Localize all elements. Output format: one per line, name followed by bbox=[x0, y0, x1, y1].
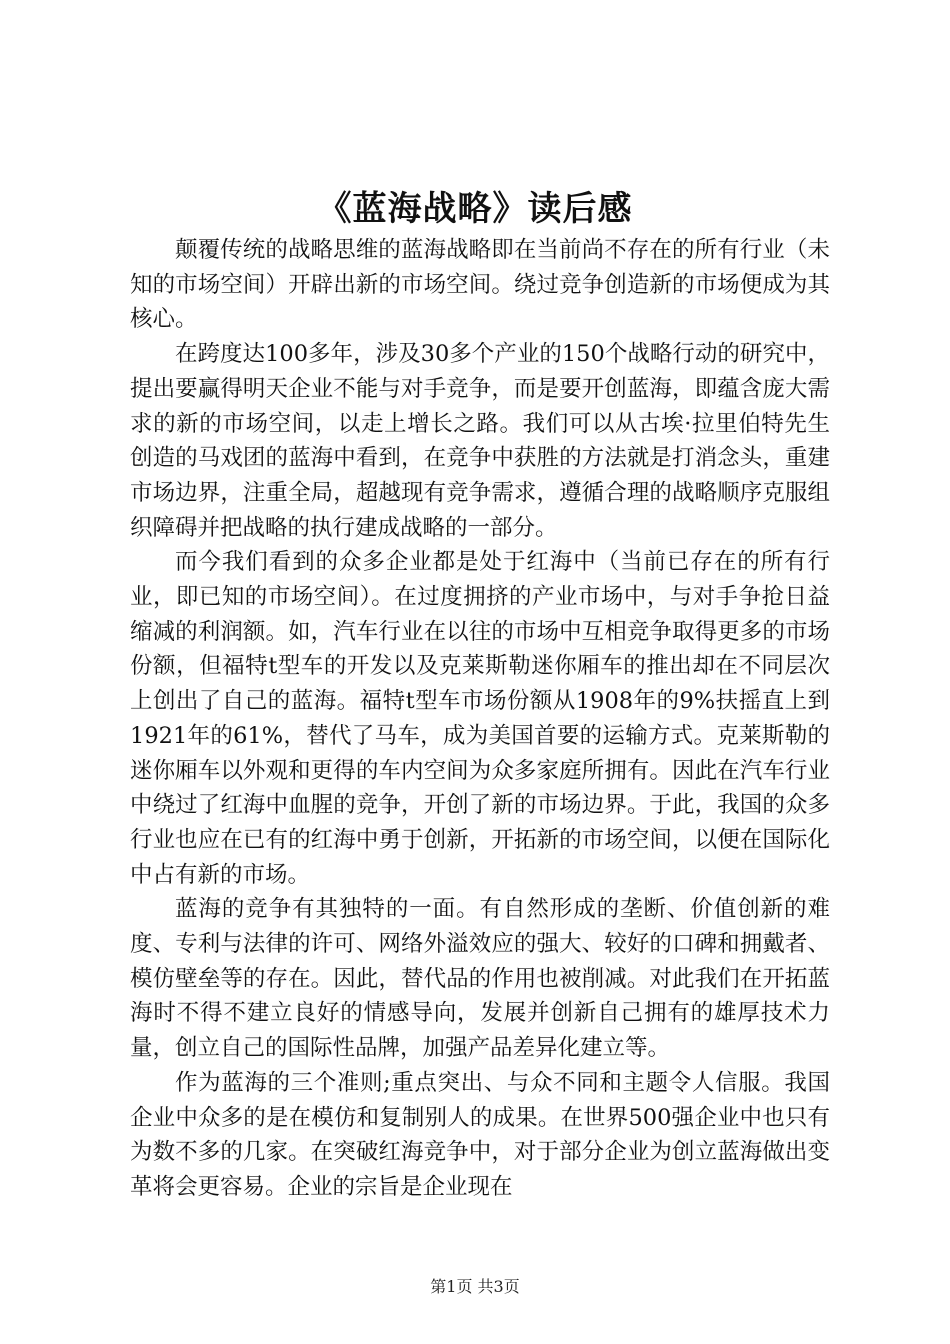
paragraph-3: 而今我们看到的众多企业都是处于红海中（当前已存在的所有行业，即已知的市场空间）。在过度拥挤的产业市场中，与对手争抢日益缩减的利润额。如，汽车行业在以往的市场中互相竞争取得更多的市场份额，但福特t型车的开发以及克莱斯勒迷你厢车的推出却在不同层次上创出了自己的蓝海。福特t型车市场份额从1908年的9%扶摇直上到1921年的61%，替代了马车，成为美国首要的运输方式。克莱斯勒的迷你厢车以外观和更得的车内空间为众多家庭所拥有。因此在汽车行业中绕过了红海中血腥的竞争，开创了新的市场边界。于此，我国的众多行业也应在已有的红海中勇于创新，开拓新的市场空间，以便在国际化中占有新的市场。 bbox=[130, 549, 830, 888]
paragraph-5: 作为蓝海的三个准则;重点突出、与众不同和主题令人信服。我国企业中众多的是在模仿和复制别人的成果。在世界500强企业中也只有为数不多的几家。在突破红海竞争中，对于部分企业为创立蓝海做出变革将会更容易。企业的宗旨是企业现在 bbox=[130, 1069, 830, 1200]
document-title: 《蓝海战略》读后感 bbox=[317, 189, 633, 229]
paragraph-4: 蓝海的竞争有其独特的一面。有自然形成的垄断、价值创新的难度、专利与法律的许可、网络外溢效应的强大、较好的口碑和拥戴者、模仿壁垒等的存在。因此，替代品的作用也被削减。对此我们在开拓蓝海时不得不建立良好的情感导向，发展并创新自己拥有的雄厚技术力量，创立自己的国际性品牌，加强产品差异化建立等。 bbox=[130, 896, 830, 1062]
paragraph-2: 在跨度达100多年，涉及30多个产业的150个战略行动的研究中，提出要赢得明天企业不能与对手竞争，而是要开创蓝海，即蕴含庞大需求的新的市场空间，以走上增长之路。我们可以从古埃·拉里伯特先生创造的马戏团的蓝海中看到，在竞争中获胜的方法就是打消念头，重建市场边界，注重全局，超越现有竞争需求，遵循合理的战略顺序克服组织障碍并把战略的执行建成战略的一部分。 bbox=[130, 341, 830, 541]
page-number-footer: 第1页 共3页 bbox=[430, 1277, 520, 1296]
document-body bbox=[130, 233, 830, 1205]
paragraph-1: 颠覆传统的战略思维的蓝海战略即在当前尚不存在的所有行业（未知的市场空间）开辟出新的市场空间。绕过竞争创造新的市场便成为其核心。 bbox=[130, 237, 830, 333]
